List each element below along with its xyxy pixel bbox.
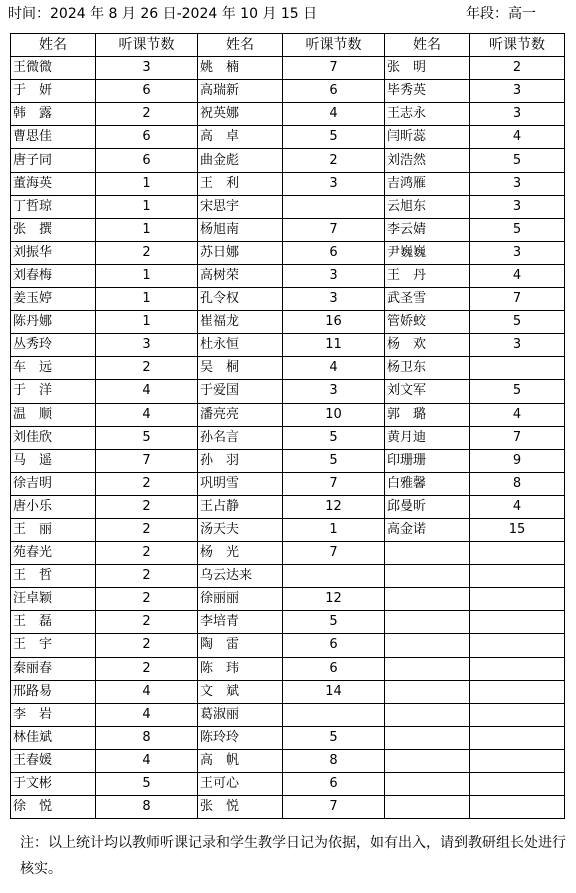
lesson-count-cell: 5 <box>96 426 198 449</box>
teacher-name-cell: 李 岩 <box>11 703 96 726</box>
teacher-name-cell: 王占静 <box>198 495 283 518</box>
teacher-name-cell: 李云婧 <box>385 218 470 241</box>
teacher-name-cell: 于 洋 <box>11 380 96 403</box>
teacher-name-cell: 吴 桐 <box>198 357 283 380</box>
lesson-count-cell: 8 <box>283 749 385 772</box>
teacher-name-cell <box>385 657 470 680</box>
teacher-name-cell: 崔福龙 <box>198 311 283 334</box>
lesson-count-cell <box>470 703 565 726</box>
lesson-count-cell <box>470 542 565 565</box>
teacher-name-cell: 葛淑丽 <box>198 703 283 726</box>
table-body <box>11 57 565 819</box>
attendance-table <box>10 33 565 819</box>
lesson-count-cell: 1 <box>283 518 385 541</box>
teacher-name-cell <box>385 726 470 749</box>
lesson-count-cell <box>470 588 565 611</box>
teacher-name-cell: 王志永 <box>385 103 470 126</box>
table-row <box>11 288 565 311</box>
teacher-name-cell: 姜玉婷 <box>11 288 96 311</box>
lesson-count-cell: 5 <box>283 126 385 149</box>
table-row <box>11 588 565 611</box>
page-header <box>0 0 576 26</box>
teacher-name-cell: 高 卓 <box>198 126 283 149</box>
lesson-count-cell: 5 <box>470 218 565 241</box>
teacher-name-cell: 唐子同 <box>11 149 96 172</box>
lesson-count-cell: 1 <box>96 264 198 287</box>
lesson-count-cell: 3 <box>470 80 565 103</box>
teacher-name-cell: 高树荣 <box>198 264 283 287</box>
lesson-count-cell <box>470 773 565 796</box>
lesson-count-cell: 4 <box>470 403 565 426</box>
table-row <box>11 126 565 149</box>
table-row <box>11 357 565 380</box>
lesson-count-cell: 7 <box>96 449 198 472</box>
lesson-count-cell: 4 <box>283 103 385 126</box>
teacher-name-cell <box>385 773 470 796</box>
teacher-name-cell: 毕秀英 <box>385 80 470 103</box>
lesson-count-cell: 7 <box>283 472 385 495</box>
teacher-name-cell: 李培青 <box>198 611 283 634</box>
table-row <box>11 611 565 634</box>
table-row <box>11 403 565 426</box>
teacher-name-cell: 白雅馨 <box>385 472 470 495</box>
lesson-count-cell: 5 <box>96 773 198 796</box>
lesson-count-cell: 7 <box>283 542 385 565</box>
lesson-count-cell: 2 <box>96 495 198 518</box>
teacher-name-cell: 王 宇 <box>11 634 96 657</box>
teacher-name-cell <box>385 588 470 611</box>
lesson-count-cell: 5 <box>470 149 565 172</box>
teacher-name-cell: 孙 羽 <box>198 449 283 472</box>
lesson-count-cell: 5 <box>470 311 565 334</box>
table-row <box>11 796 565 819</box>
lesson-count-cell <box>470 634 565 657</box>
teacher-name-cell: 云旭东 <box>385 195 470 218</box>
teacher-name-cell: 王 哲 <box>11 565 96 588</box>
teacher-name-cell: 秦丽春 <box>11 657 96 680</box>
lesson-count-cell: 3 <box>470 172 565 195</box>
lesson-count-cell: 3 <box>283 172 385 195</box>
lesson-count-cell <box>283 565 385 588</box>
lesson-count-cell: 3 <box>470 103 565 126</box>
lesson-count-cell: 7 <box>283 57 385 80</box>
table-row <box>11 57 565 80</box>
lesson-count-cell: 11 <box>283 334 385 357</box>
teacher-name-cell: 刘佳欣 <box>11 426 96 449</box>
teacher-name-cell: 徐丽丽 <box>198 588 283 611</box>
teacher-name-cell: 邱曼昕 <box>385 495 470 518</box>
lesson-count-cell: 6 <box>283 80 385 103</box>
lesson-count-cell: 1 <box>96 195 198 218</box>
lesson-count-cell: 5 <box>283 449 385 472</box>
teacher-name-cell: 汤天夫 <box>198 518 283 541</box>
table-row <box>11 749 565 772</box>
lesson-count-cell: 6 <box>96 126 198 149</box>
teacher-name-cell: 丁哲琼 <box>11 195 96 218</box>
lesson-count-cell: 5 <box>470 380 565 403</box>
lesson-count-cell: 2 <box>96 103 198 126</box>
table-row <box>11 380 565 403</box>
teacher-name-cell: 张 悦 <box>198 796 283 819</box>
column-header-count: 听课节数 <box>283 34 385 57</box>
teacher-name-cell <box>385 703 470 726</box>
column-header-count: 听课节数 <box>96 34 198 57</box>
teacher-name-cell: 杜永恒 <box>198 334 283 357</box>
teacher-name-cell: 汪卓颖 <box>11 588 96 611</box>
lesson-count-cell: 10 <box>283 403 385 426</box>
lesson-count-cell: 4 <box>96 680 198 703</box>
teacher-name-cell: 徐 悦 <box>11 796 96 819</box>
lesson-count-cell: 2 <box>96 241 198 264</box>
teacher-name-cell: 刘浩然 <box>385 149 470 172</box>
lesson-count-cell: 4 <box>96 749 198 772</box>
table-row <box>11 773 565 796</box>
lesson-count-cell: 7 <box>470 288 565 311</box>
lesson-count-cell: 2 <box>96 542 198 565</box>
table-row <box>11 334 565 357</box>
lesson-count-cell <box>470 726 565 749</box>
lesson-count-cell: 1 <box>96 311 198 334</box>
lesson-count-cell: 6 <box>283 657 385 680</box>
teacher-name-cell: 张 撰 <box>11 218 96 241</box>
teacher-name-cell: 于文彬 <box>11 773 96 796</box>
teacher-name-cell: 王微微 <box>11 57 96 80</box>
teacher-name-cell: 林佳斌 <box>11 726 96 749</box>
lesson-count-cell: 2 <box>96 472 198 495</box>
teacher-name-cell: 巩明雪 <box>198 472 283 495</box>
teacher-name-cell: 郭 璐 <box>385 403 470 426</box>
column-header-name: 姓名 <box>198 34 283 57</box>
teacher-name-cell: 张 明 <box>385 57 470 80</box>
lesson-count-cell <box>283 703 385 726</box>
lesson-count-cell: 6 <box>283 773 385 796</box>
teacher-name-cell: 尹巍巍 <box>385 241 470 264</box>
lesson-count-cell <box>470 749 565 772</box>
lesson-count-cell: 2 <box>96 518 198 541</box>
lesson-count-cell: 8 <box>470 472 565 495</box>
lesson-count-cell: 4 <box>470 126 565 149</box>
table-row <box>11 195 565 218</box>
lesson-count-cell: 16 <box>283 311 385 334</box>
lesson-count-cell: 2 <box>96 634 198 657</box>
teacher-name-cell <box>385 634 470 657</box>
teacher-name-cell: 刘春梅 <box>11 264 96 287</box>
lesson-count-cell: 6 <box>96 80 198 103</box>
teacher-name-cell <box>385 680 470 703</box>
lesson-count-cell: 4 <box>96 703 198 726</box>
table-row <box>11 426 565 449</box>
teacher-name-cell <box>385 749 470 772</box>
lesson-count-cell: 1 <box>96 218 198 241</box>
teacher-name-cell: 于爱国 <box>198 380 283 403</box>
lesson-count-cell <box>283 195 385 218</box>
teacher-name-cell: 王 磊 <box>11 611 96 634</box>
teacher-name-cell: 宋思宇 <box>198 195 283 218</box>
teacher-name-cell: 文 斌 <box>198 680 283 703</box>
teacher-name-cell <box>385 611 470 634</box>
table-row <box>11 241 565 264</box>
lesson-count-cell: 2 <box>96 357 198 380</box>
teacher-name-cell: 陈 玮 <box>198 657 283 680</box>
teacher-name-cell <box>385 565 470 588</box>
teacher-name-cell: 丛秀玲 <box>11 334 96 357</box>
table-row <box>11 218 565 241</box>
teacher-name-cell: 王 丹 <box>385 264 470 287</box>
lesson-count-cell: 1 <box>96 172 198 195</box>
teacher-name-cell: 印珊珊 <box>385 449 470 472</box>
teacher-name-cell: 车 远 <box>11 357 96 380</box>
lesson-count-cell <box>470 796 565 819</box>
lesson-count-cell: 2 <box>96 588 198 611</box>
teacher-name-cell: 孔令权 <box>198 288 283 311</box>
table-row <box>11 449 565 472</box>
lesson-count-cell: 3 <box>96 57 198 80</box>
teacher-name-cell: 苑春光 <box>11 542 96 565</box>
teacher-name-cell: 黄月迪 <box>385 426 470 449</box>
lesson-count-cell: 4 <box>470 264 565 287</box>
teacher-name-cell: 董海英 <box>11 172 96 195</box>
teacher-name-cell: 乌云达来 <box>198 565 283 588</box>
teacher-name-cell: 陶 雷 <box>198 634 283 657</box>
teacher-name-cell: 王可心 <box>198 773 283 796</box>
teacher-name-cell: 潘亮亮 <box>198 403 283 426</box>
lesson-count-cell: 8 <box>96 796 198 819</box>
lesson-count-cell: 1 <box>96 288 198 311</box>
lesson-count-cell: 6 <box>283 241 385 264</box>
teacher-name-cell: 唐小乐 <box>11 495 96 518</box>
table-row <box>11 518 565 541</box>
lesson-count-cell: 14 <box>283 680 385 703</box>
lesson-count-cell: 8 <box>96 726 198 749</box>
teacher-name-cell: 杨 光 <box>198 542 283 565</box>
lesson-count-cell: 4 <box>96 380 198 403</box>
lesson-count-cell: 2 <box>96 611 198 634</box>
lesson-count-cell: 2 <box>96 565 198 588</box>
teacher-name-cell: 苏日娜 <box>198 241 283 264</box>
lesson-count-cell: 5 <box>283 726 385 749</box>
column-header-name: 姓名 <box>11 34 96 57</box>
teacher-name-cell: 祝英娜 <box>198 103 283 126</box>
teacher-name-cell: 邢路易 <box>11 680 96 703</box>
teacher-name-cell: 王 利 <box>198 172 283 195</box>
lesson-count-cell <box>470 357 565 380</box>
column-header-name: 姓名 <box>385 34 470 57</box>
table-row <box>11 634 565 657</box>
lesson-count-cell: 15 <box>470 518 565 541</box>
lesson-count-cell: 4 <box>283 357 385 380</box>
teacher-name-cell: 高金诺 <box>385 518 470 541</box>
teacher-name-cell: 王春媛 <box>11 749 96 772</box>
lesson-count-cell: 3 <box>470 195 565 218</box>
teacher-name-cell: 武圣雪 <box>385 288 470 311</box>
lesson-count-cell: 2 <box>283 149 385 172</box>
teacher-name-cell: 闫昕蕊 <box>385 126 470 149</box>
table-row <box>11 495 565 518</box>
teacher-name-cell: 刘振华 <box>11 241 96 264</box>
teacher-name-cell: 管娇蛟 <box>385 311 470 334</box>
teacher-name-cell: 孙名言 <box>198 426 283 449</box>
lesson-count-cell: 12 <box>283 495 385 518</box>
teacher-name-cell: 杨卫东 <box>385 357 470 380</box>
lesson-count-cell: 5 <box>283 611 385 634</box>
lesson-count-cell <box>470 565 565 588</box>
table-row <box>11 703 565 726</box>
lesson-count-cell <box>470 657 565 680</box>
lesson-count-cell: 6 <box>283 634 385 657</box>
teacher-name-cell: 韩 露 <box>11 103 96 126</box>
teacher-name-cell: 曲金彪 <box>198 149 283 172</box>
table-row <box>11 657 565 680</box>
lesson-count-cell: 3 <box>283 288 385 311</box>
teacher-name-cell: 温 顺 <box>11 403 96 426</box>
lesson-count-cell: 3 <box>470 241 565 264</box>
teacher-name-cell <box>385 542 470 565</box>
footnote: 注：以上统计均以教师听课记录和学生教学日记为依据，如有出入，请到教研组长处进行核实。 <box>20 835 566 877</box>
lesson-count-cell: 7 <box>283 218 385 241</box>
teacher-name-cell: 陈玲玲 <box>198 726 283 749</box>
teacher-name-cell: 吉鸿雁 <box>385 172 470 195</box>
lesson-count-cell: 7 <box>470 426 565 449</box>
table-row <box>11 472 565 495</box>
table-header-row <box>11 34 565 57</box>
table-row <box>11 726 565 749</box>
grade-label: 年段：高一 <box>466 6 536 22</box>
lesson-count-cell: 4 <box>96 403 198 426</box>
table-row <box>11 264 565 287</box>
time-period: 时间：2024 年 8 月 26 日-2024 年 10 月 15 日 <box>8 6 318 22</box>
teacher-name-cell: 高 帆 <box>198 749 283 772</box>
teacher-name-cell: 马 遥 <box>11 449 96 472</box>
lesson-count-cell: 3 <box>283 380 385 403</box>
lesson-count-cell: 12 <box>283 588 385 611</box>
table-row <box>11 149 565 172</box>
teacher-name-cell: 姚 楠 <box>198 57 283 80</box>
teacher-name-cell: 徐吉明 <box>11 472 96 495</box>
lesson-count-cell: 7 <box>283 796 385 819</box>
lesson-count-cell: 3 <box>283 264 385 287</box>
teacher-name-cell: 王 丽 <box>11 518 96 541</box>
teacher-name-cell <box>385 796 470 819</box>
lesson-count-cell: 3 <box>470 334 565 357</box>
teacher-name-cell: 刘文军 <box>385 380 470 403</box>
teacher-name-cell: 杨旭南 <box>198 218 283 241</box>
lesson-count-cell <box>470 680 565 703</box>
lesson-count-cell <box>470 611 565 634</box>
lesson-count-cell: 2 <box>470 57 565 80</box>
lesson-count-cell: 4 <box>470 495 565 518</box>
table-row <box>11 311 565 334</box>
teacher-name-cell: 陈丹娜 <box>11 311 96 334</box>
lesson-count-cell: 5 <box>283 426 385 449</box>
table-row <box>11 80 565 103</box>
table-row <box>11 565 565 588</box>
lesson-count-cell: 9 <box>470 449 565 472</box>
table-row <box>11 172 565 195</box>
table-row <box>11 680 565 703</box>
lesson-count-cell: 2 <box>96 657 198 680</box>
table-row <box>11 103 565 126</box>
lesson-count-cell: 6 <box>96 149 198 172</box>
lesson-count-cell: 3 <box>96 334 198 357</box>
column-header-count: 听课节数 <box>470 34 565 57</box>
teacher-name-cell: 于 妍 <box>11 80 96 103</box>
teacher-name-cell: 高瑞新 <box>198 80 283 103</box>
teacher-name-cell: 杨 欢 <box>385 334 470 357</box>
table-row <box>11 542 565 565</box>
teacher-name-cell: 曹思佳 <box>11 126 96 149</box>
